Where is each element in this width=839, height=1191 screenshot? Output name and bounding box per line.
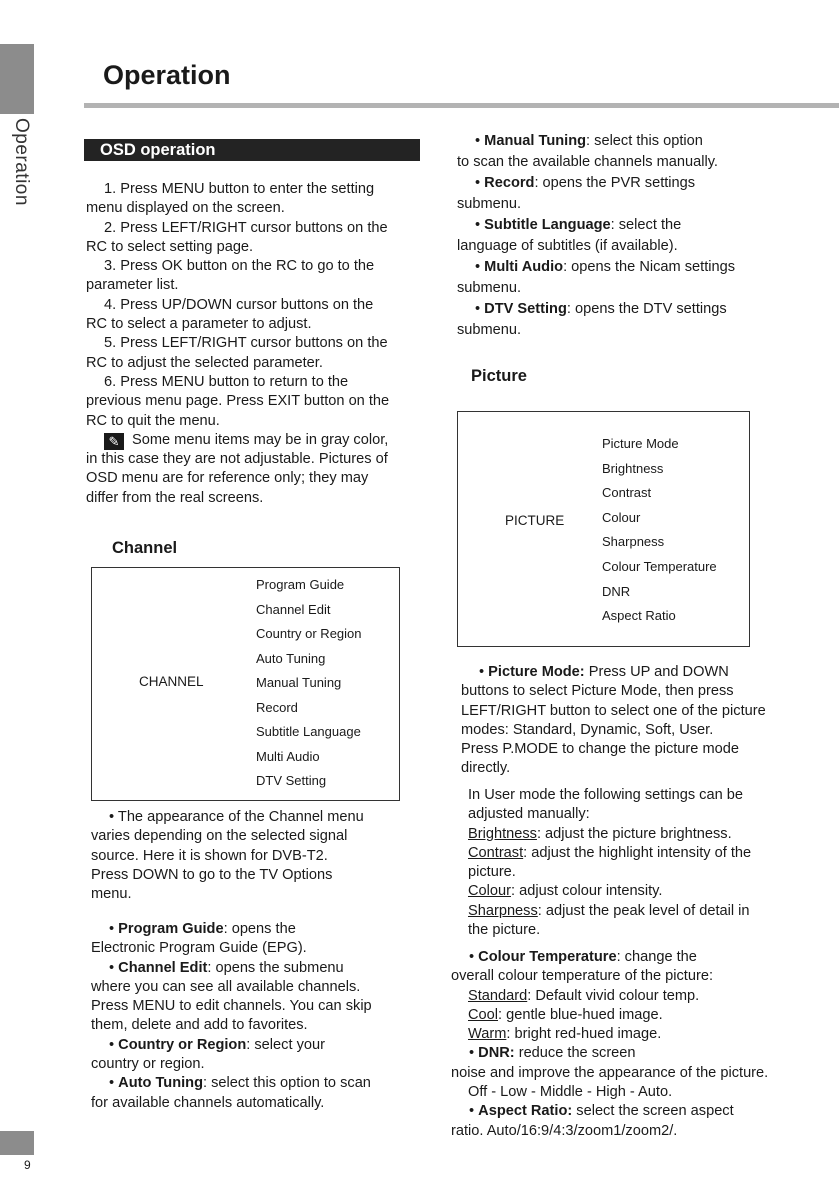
- step-5: 5. Press LEFT/RIGHT cursor buttons on the: [104, 335, 388, 352]
- record-item: • Record: opens the PVR settings: [475, 175, 696, 191]
- cool-item: Cool: gentle blue-hued image.: [468, 1006, 663, 1023]
- note-line-2: in this case they are not adjustable. Pictures of: [86, 451, 388, 468]
- colour-temp-cont: overall colour temperature of the picture:: [451, 968, 714, 985]
- picture-mode-line: LEFT/RIGHT button to select one of the picture: [461, 702, 766, 719]
- dnr-item: • DNR: reduce the screen: [469, 1045, 636, 1062]
- channel-edit-cont: them, delete and add to favorites.: [91, 1017, 308, 1034]
- picture-menu-item: Brightness: [602, 460, 664, 476]
- section-header-osd: [84, 139, 420, 161]
- picture-menu-item: Picture Mode: [602, 436, 679, 451]
- step-3: 3. Press OK button on the RC to go to the: [104, 258, 375, 275]
- channel-edit-item: • Channel Edit: opens the submenu: [109, 959, 344, 976]
- country-cont: country or region.: [91, 1056, 205, 1073]
- note-line-3: OSD menu are for reference only; they may: [86, 470, 369, 487]
- picture-menu-item: Sharpness: [602, 534, 665, 550]
- step-1-cont: menu displayed on the screen.: [86, 200, 285, 217]
- user-mode-text: [468, 786, 808, 940]
- dnr-cont: noise and improve the appearance of the picture.: [451, 1064, 769, 1081]
- picture-mode-item: • Picture Mode: Press UP and DOWN: [479, 664, 729, 680]
- channel-menu-label: CHANNEL: [139, 674, 204, 689]
- channel-options-right: [457, 131, 797, 341]
- channel-menu-item: Manual Tuning: [256, 675, 342, 690]
- channel-heading: Channel: [112, 539, 178, 557]
- multi-audio-cont: submenu.: [457, 280, 522, 296]
- picture-heading: Picture: [471, 367, 527, 385]
- user-mode-intro: In User mode the following settings can be: [468, 787, 744, 803]
- multi-audio-item: • Multi Audio: opens the Nicam settings: [475, 259, 736, 275]
- program-guide-cont: Electronic Program Guide (EPG).: [91, 940, 307, 957]
- channel-menu-item: Program Guide: [256, 577, 345, 592]
- picture-menu-illustration: [457, 411, 750, 647]
- contrast-item: Contrast: adjust the highlight intensity of the: [468, 844, 752, 861]
- aspect-item: • Aspect Ratio: select the screen aspect: [469, 1103, 734, 1120]
- step-3-cont: parameter list.: [86, 277, 179, 294]
- pencil-note-icon: ✎: [104, 433, 124, 450]
- step-6-cont2: RC to quit the menu.: [86, 412, 220, 429]
- step-2-cont: RC to select setting page.: [86, 238, 254, 255]
- step-1: 1. Press MENU button to enter the setting: [104, 181, 375, 197]
- channel-menu-item: Channel Edit: [256, 601, 331, 617]
- colour-temp-item: • Colour Temperature: change the: [469, 949, 697, 965]
- program-guide-item: • Program Guide: opens the: [109, 921, 296, 937]
- side-tab-marker: [0, 44, 34, 114]
- channel-menu-items: [256, 577, 362, 798]
- user-mode-intro: adjusted manually:: [468, 806, 590, 823]
- sharpness-cont: the picture.: [468, 922, 541, 939]
- sharpness-item: Sharpness: adjust the peak level of detail in: [468, 902, 750, 919]
- page-number: 9: [24, 1158, 31, 1172]
- step-5-cont: RC to adjust the selected parameter.: [86, 354, 323, 371]
- channel-menu-item: Auto Tuning: [256, 650, 326, 666]
- picture-mode-line: buttons to select Picture Mode, then press: [461, 683, 734, 700]
- dnr-levels: Off - Low - Middle - High - Auto.: [468, 1084, 673, 1101]
- picture-menu-label: PICTURE: [505, 513, 565, 528]
- picture-mode-line: directly.: [461, 760, 511, 777]
- side-tab-label: Operation: [11, 118, 32, 206]
- channel-menu-item: DTV Setting: [256, 773, 327, 788]
- picture-mode-line: Press P.MODE to change the picture mode: [461, 741, 739, 758]
- standard-item: Standard: Default vivid colour temp.: [468, 987, 700, 1004]
- step-6: 6. Press MENU button to return to the: [104, 373, 349, 390]
- appearance-line: source. Here it is shown for DVB-T2.: [91, 847, 328, 864]
- country-item: • Country or Region: select your: [109, 1036, 325, 1053]
- channel-menu-item: Subtitle Language: [256, 724, 361, 739]
- dtv-item: • DTV Setting: opens the DTV settings: [475, 301, 727, 317]
- picture-menu-items: [602, 436, 717, 633]
- section-title: OSD operation: [100, 141, 216, 159]
- page-title: Operation: [103, 60, 231, 90]
- contrast-cont: picture.: [468, 864, 516, 881]
- manual-tuning-item: • Manual Tuning: select this option: [475, 133, 703, 149]
- picture-mode-line: modes: Standard, Dynamic, Soft, User.: [461, 721, 714, 738]
- step-4: 4. Press UP/DOWN cursor buttons on the: [104, 296, 374, 313]
- channel-edit-cont: where you can see all available channels.: [91, 978, 361, 995]
- step-4-cont: RC to select a parameter to adjust.: [86, 316, 312, 333]
- colour-item: Colour: adjust colour intensity.: [468, 883, 663, 900]
- picture-menu-item: Aspect Ratio: [602, 608, 676, 624]
- manual-tuning-cont: to scan the available channels manually.: [457, 154, 718, 170]
- note-line-4: differ from the real screens.: [86, 489, 264, 506]
- channel-menu-item: Country or Region: [256, 626, 362, 641]
- dtv-cont: submenu.: [457, 322, 522, 338]
- title-divider: [84, 103, 839, 108]
- steps-list: [86, 180, 422, 508]
- page-number-marker: [0, 1131, 34, 1155]
- record-cont: submenu.: [457, 196, 522, 212]
- picture-menu-item: Colour Temperature: [602, 558, 717, 574]
- step-6-cont: previous menu page. Press EXIT button on the: [86, 393, 390, 410]
- auto-tuning-cont: for available channels automatically.: [91, 1094, 325, 1111]
- channel-menu-item: Record: [256, 699, 298, 715]
- brightness-item: Brightness: adjust the picture brightness.: [468, 825, 732, 842]
- appearance-line: menu.: [91, 886, 132, 903]
- aspect-cont: ratio. Auto/16:9/4:3/zoom1/zoom2/.: [451, 1122, 678, 1139]
- channel-appearance-text: [91, 808, 421, 904]
- appearance-line: • The appearance of the Channel menu: [109, 809, 364, 825]
- channel-menu-item: Multi Audio: [256, 748, 320, 764]
- appearance-line: Press DOWN to go to the TV Options: [91, 866, 333, 883]
- channel-edit-cont: Press MENU to edit channels. You can skip: [91, 998, 372, 1015]
- picture-mode-text: [461, 663, 821, 779]
- subtitle-item: • Subtitle Language: select the: [475, 217, 682, 233]
- picture-menu-item: DNR: [602, 583, 631, 599]
- warm-item: Warm: bright red-hued image.: [468, 1026, 662, 1043]
- note-line-1: ✎ Some menu items may be in gray color,: [86, 431, 422, 450]
- picture-options-bottom: [451, 948, 831, 1141]
- appearance-line: varies depending on the selected signal: [91, 828, 348, 845]
- channel-menu-illustration: [91, 567, 400, 801]
- subtitle-cont: language of subtitles (if available).: [457, 238, 678, 254]
- step-2: 2. Press LEFT/RIGHT cursor buttons on the: [104, 219, 388, 236]
- picture-menu-item: Colour: [602, 509, 641, 525]
- auto-tuning-item: • Auto Tuning: select this option to scan: [109, 1075, 371, 1092]
- picture-menu-item: Contrast: [602, 485, 652, 501]
- channel-options-left: [91, 920, 421, 1113]
